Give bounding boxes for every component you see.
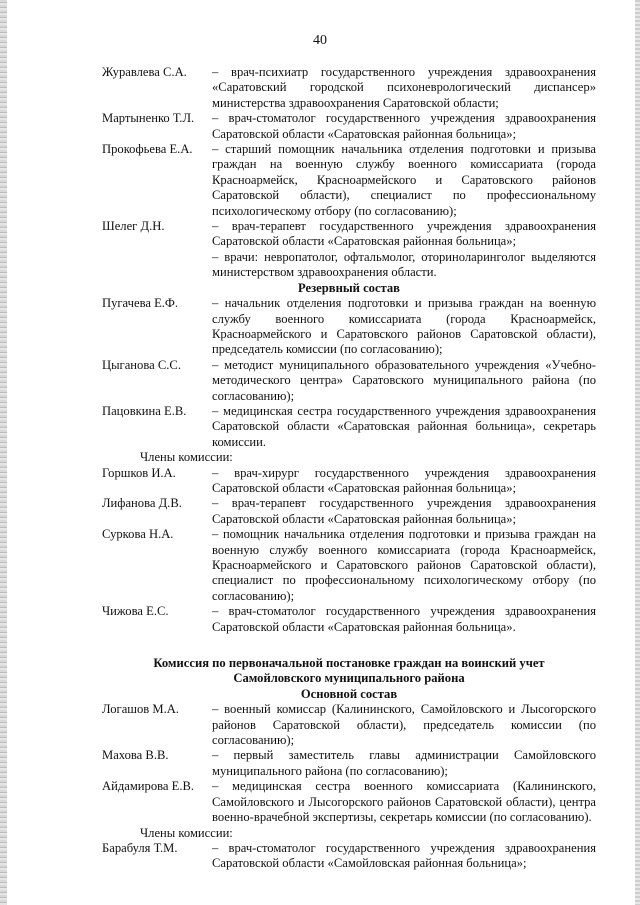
- member-row: [102, 748, 596, 779]
- member-row: [102, 142, 596, 219]
- member-row: [102, 702, 596, 748]
- member-desc: – медицинская сестра военного комиссариата (Калининского, Самойловского и Лысогорского районов Саратовской области), центра военно-врачебной экспертизы, секретарь комиссии (по согласованию).: [212, 779, 596, 825]
- member-desc: – врач-стоматолог государственного учреждения здравоохранения Саратовской области «Саратовская районная больница».: [212, 604, 596, 634]
- member-name: Пугачева Е.Ф.: [102, 296, 179, 311]
- member-desc: – первый заместитель главы администрации Самойловского муниципального района (по согласованию);: [212, 748, 596, 778]
- member-desc: – методист муниципального образовательного учреждения «Учебно-методического центра» Саратовского муниципального района (по согласованию);: [212, 357, 596, 403]
- member-name: Айдамирова Е.В.: [102, 779, 195, 794]
- member-row: [102, 111, 596, 142]
- member-row: [102, 841, 596, 872]
- page-number: 40: [313, 33, 327, 48]
- document-body: [102, 65, 596, 872]
- member-desc: – врач-психиатр государственного учреждения здравоохранения «Саратовский городской психоневрологический диспансер» министерства здравоохранения Саратовской области;: [212, 65, 596, 110]
- member-desc: – медицинская сестра государственного учреждения здравоохранения Саратовской области «Саратовская районная больница», секретарь комиссии.: [212, 403, 596, 449]
- members-label: Члены комиссии:: [140, 450, 233, 465]
- member-name: Прокофьева Е.А.: [102, 142, 193, 157]
- member-row: [102, 527, 596, 604]
- member-name: Шелег Д.Н.: [102, 219, 165, 234]
- member-name: Суркова Н.А.: [102, 527, 174, 542]
- scan-edge-left: [0, 0, 7, 905]
- member-desc: – военный комиссар (Калининского, Самойловского и Лысогорского районов Саратовской области), председатель комиссии (по согласованию);: [212, 702, 596, 748]
- member-row: [102, 496, 596, 527]
- member-row: [102, 604, 596, 635]
- member-row: [102, 358, 596, 404]
- member-desc: – врач-стоматолог государственного учреждения здравоохранения Саратовской области «Саратовская районная больница»;: [212, 111, 596, 141]
- member-desc: – помощник начальника отделения подготовки и призыва граждан на военную службу военного комиссариата (города Красноармейск, Красноармейского и Саратовского районов Саратовской области), специалист по профессиональному психологическому отбору (по согласованию);: [212, 527, 596, 603]
- scan-edge-right: [635, 0, 640, 905]
- member-desc: – врач-терапевт государственного учреждения здравоохранения Саратовской области «Саратовская районная больница»;: [212, 219, 596, 249]
- member-row: [102, 65, 596, 111]
- member-desc: – врач-хирург государственного учреждения здравоохранения Саратовской области «Саратовская районная больница»;: [212, 465, 596, 495]
- member-name: Махова В.В.: [102, 748, 169, 763]
- member-row: [102, 404, 596, 450]
- member-name: Барабуля Т.М.: [102, 840, 178, 855]
- member-row: [102, 779, 596, 825]
- main-composition-heading: Основной состав: [300, 686, 398, 701]
- member-name: Логашов М.А.: [102, 702, 179, 717]
- member-name: Мартыненко Т.Л.: [102, 111, 195, 126]
- member-name: Цыганова С.С.: [102, 357, 181, 372]
- member-desc: – врач-терапевт государственного учреждения здравоохранения Саратовской области «Саратовская районная больница»;: [212, 496, 596, 526]
- doctors-note: – врачи: невропатолог, офтальмолог, оториноларинголог выделяются министерством здравоохранения области.: [212, 249, 596, 280]
- members-label: Члены комиссии:: [140, 825, 233, 840]
- commission-title-line1: Комиссия по первоначальной постановке граждан на воинский учет: [153, 656, 545, 671]
- member-name: Горшков И.А.: [102, 465, 176, 480]
- member-name: Чижова Е.С.: [102, 604, 169, 619]
- member-desc: – врач-стоматолог государственного учреждения здравоохранения Саратовской области «Самойловская районная больница»;: [212, 840, 596, 871]
- member-name: Журавлева С.А.: [102, 65, 187, 79]
- member-row: [102, 466, 596, 497]
- commission-title-line2: Самойловского муниципального района: [233, 671, 465, 686]
- member-desc: – начальник отделения подготовки и призыва граждан на военную службу военного комиссариата (города Красноармейск, Красноармейского и Саратовского районов Саратовской области), председатель комиссии (по согласованию);: [212, 296, 596, 357]
- member-name: Пацовкина Е.В.: [102, 403, 187, 418]
- member-name: Лифанова Д.В.: [102, 496, 182, 511]
- reserve-heading: Резервный состав: [298, 280, 400, 295]
- section-gap: [102, 635, 596, 656]
- member-desc: – старший помощник начальника отделения подготовки и призыва граждан на военную службу военного комиссариата (города Красноармейск, Красноармейского и Саратовского районов Саратовской области), специалист по профессиональному психологическому отбору (по согласованию);: [212, 142, 596, 218]
- member-row: [102, 219, 596, 250]
- member-row: [102, 296, 596, 358]
